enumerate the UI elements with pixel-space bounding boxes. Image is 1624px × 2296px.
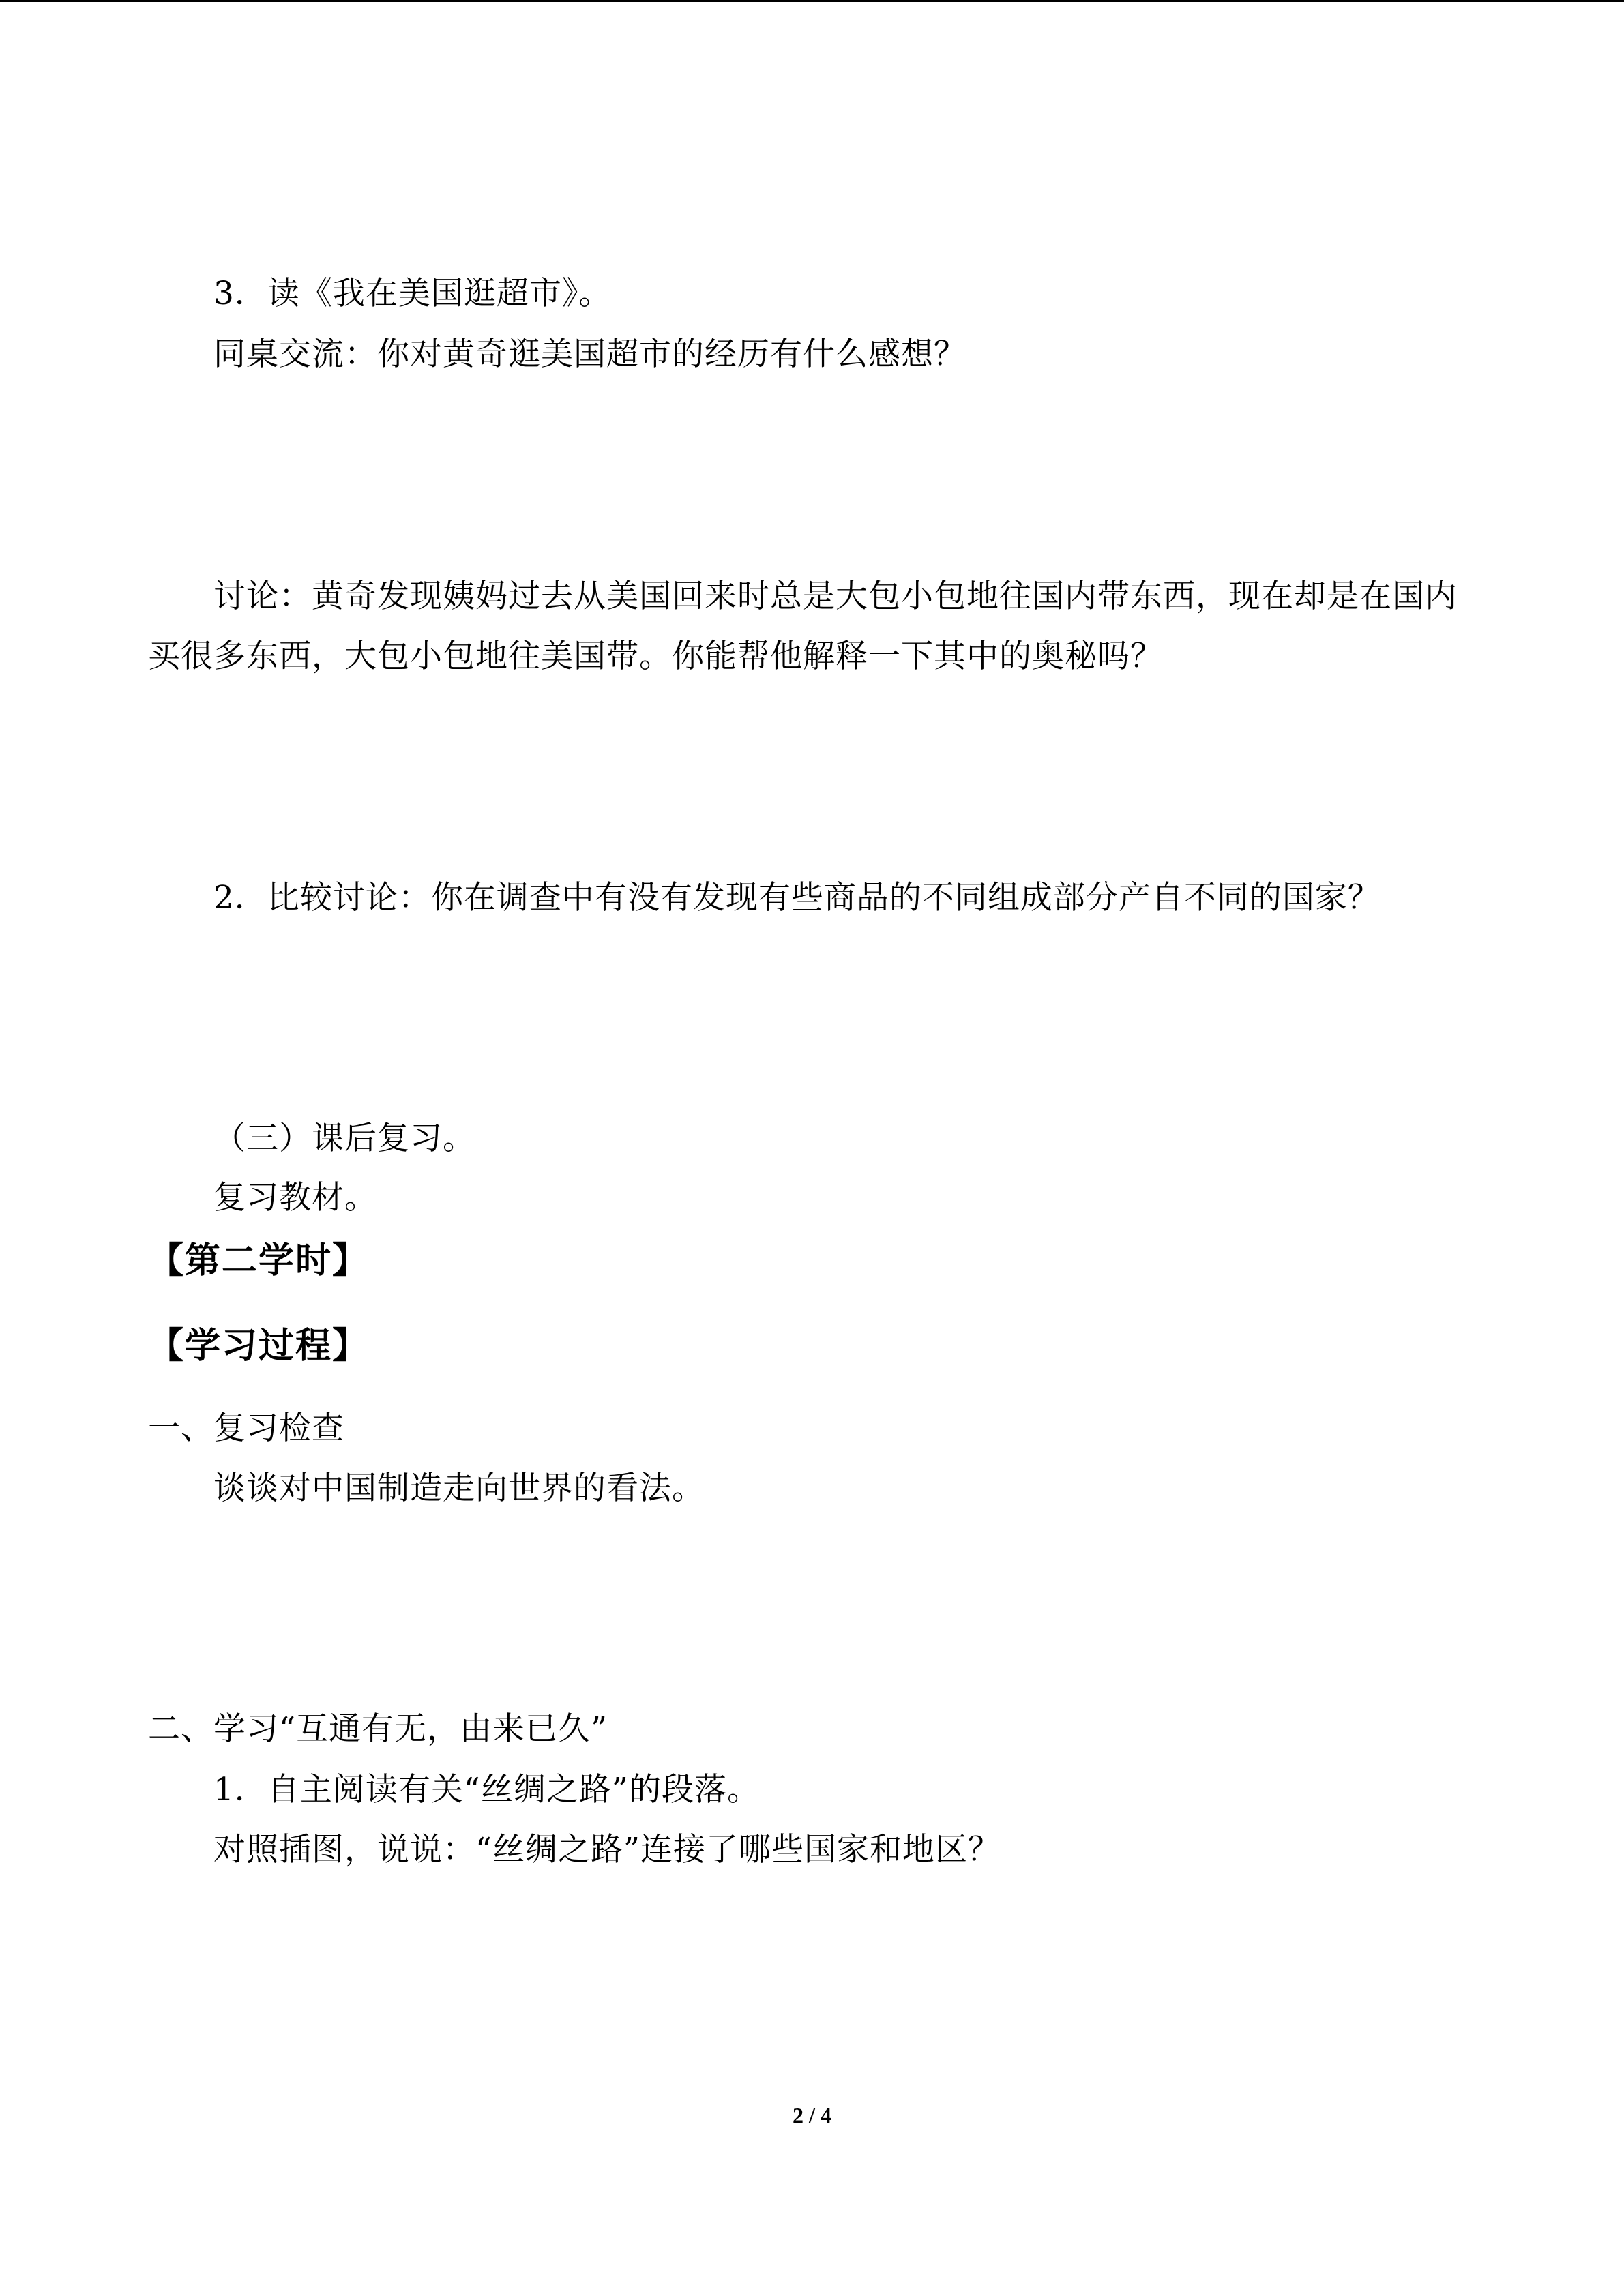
page-number: 2 / 4: [793, 2103, 831, 2128]
second-lesson-heading: 【第二学时】: [148, 1240, 370, 1281]
after-class-review: （三）课后复习。: [213, 1120, 475, 1157]
desk-mate-discussion: 同桌交流：你对黄奇逛美国超市的经历有什么感想？: [213, 336, 966, 373]
learning-process-heading: 【学习过程】: [148, 1326, 370, 1367]
item-read-supermarket: 3．读《我在美国逛超市》。: [213, 275, 612, 312]
review-textbook: 复习教材。: [213, 1179, 377, 1217]
silk-road-reading: 1．自主阅读有关“丝绸之路”的段落。: [213, 1771, 760, 1808]
section-review-check: 一、复习检查: [148, 1410, 344, 1447]
page-top-border: [0, 0, 1624, 2]
made-in-china-prompt: 谈谈对中国制造走向世界的看法。: [213, 1470, 705, 1507]
compare-discussion: 2．比较讨论：你在调查中有没有发现有些商品的不同组成部分产自不同的国家？: [213, 879, 1381, 916]
discussion-paragraph-line-1: 讨论：黄奇发现姨妈过去从美国回来时总是大包小包地往国内带东西，现在却是在国内: [213, 578, 1458, 615]
section-mutual-exchange: 二、学习“互通有无，由来已久”: [148, 1710, 608, 1748]
silk-road-question: 对照插图，说说：“丝绸之路”连接了哪些国家和地区？: [213, 1831, 1001, 1868]
discussion-paragraph-line-2: 买很多东西，大包小包地往美国带。你能帮他解释一下其中的奥秘吗？: [148, 638, 1163, 675]
